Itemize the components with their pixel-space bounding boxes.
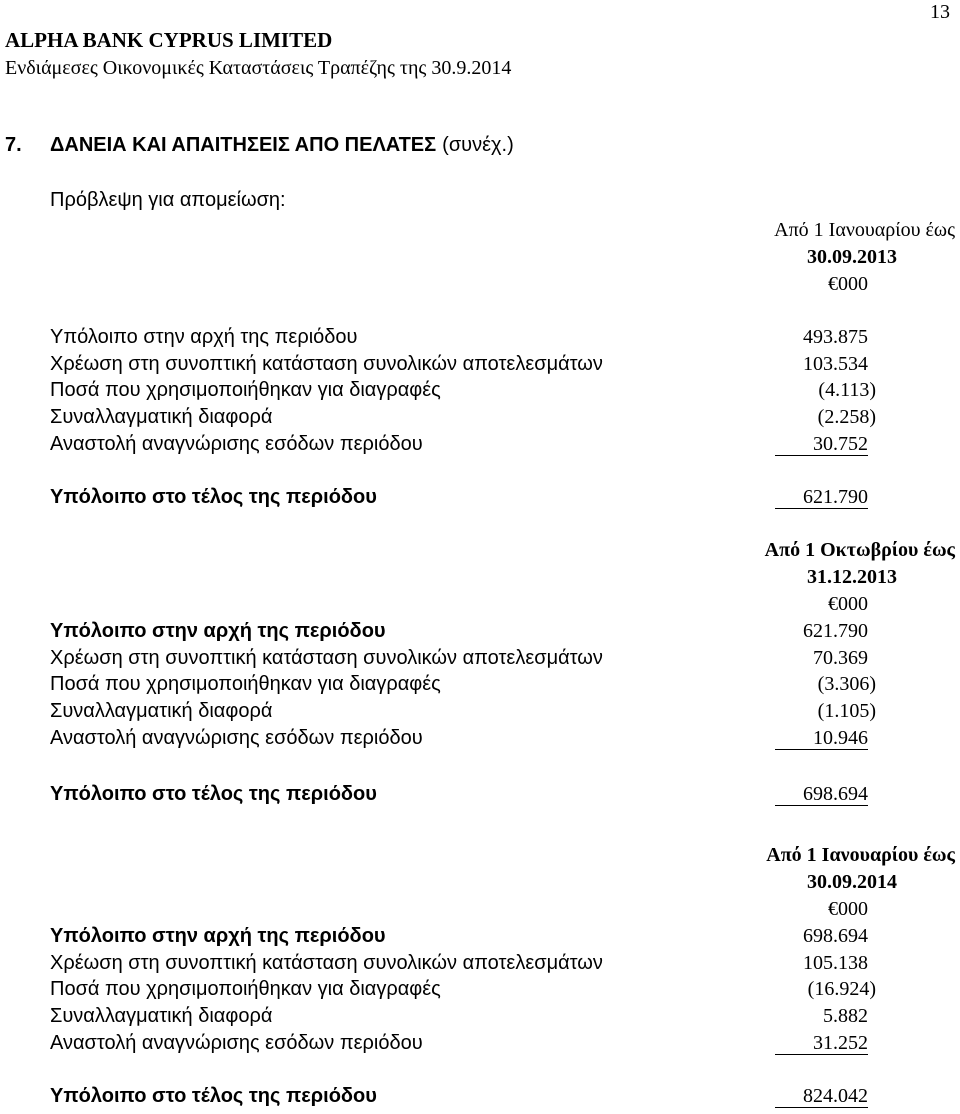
fx-difference-row <box>0 1003 960 1030</box>
row-label: Υπόλοιπο στο τέλος της περιόδου <box>50 783 377 806</box>
row-label: Ποσά που χρησιμοποιήθηκαν για διαγραφές <box>50 978 441 1001</box>
row-value-cell <box>775 1083 868 1110</box>
currency-unit: €000 <box>828 593 868 615</box>
fx-difference-row <box>0 404 960 431</box>
underlined-value: 31.252 <box>775 1033 868 1055</box>
period-to: 30.09.2014 <box>807 871 897 893</box>
row-label: Αναστολή αναγνώρισης εσόδων περιόδου <box>50 1031 423 1054</box>
spacer <box>0 1056 960 1083</box>
currency-unit: €000 <box>828 273 868 295</box>
row-value: 103.534 <box>803 352 868 375</box>
row-value: 621.790 <box>803 620 868 642</box>
row-value: (4.113) <box>818 379 876 402</box>
fx-difference-row <box>0 698 960 725</box>
period-section-jan-sep-2014 <box>0 842 960 1110</box>
row-value: 70.369 <box>813 646 868 669</box>
document-subtitle: Ενδιάμεσες Οικονομικές Καταστάσεις Τραπέζης της 30.9.2014 <box>5 57 512 79</box>
row-value-cell <box>775 484 868 511</box>
opening-balance-row <box>0 618 960 645</box>
row-value: (16.924) <box>807 978 876 1001</box>
row-label: Ποσά που χρησιμοποιήθηκαν για διαγραφές <box>50 673 441 696</box>
spacer <box>0 298 960 324</box>
note-number: 7. <box>5 134 22 156</box>
spacer <box>0 457 960 484</box>
underlined-value: 621.790 <box>775 487 868 509</box>
interest-suspension-row <box>0 1030 960 1057</box>
period-to: 30.09.2013 <box>807 246 897 268</box>
row-label: Υπόλοιπο στην αρχή της περιόδου <box>50 620 386 642</box>
row-label: Συναλλαγματική διαφορά <box>50 700 273 723</box>
period-from: Από 1 Ιανουαρίου έως <box>766 844 955 866</box>
note-title: ΔΑΝΕΙΑ ΚΑΙ ΑΠΑΙΤΗΣΕΙΣ ΑΠΟ ΠΕΛΑΤΕΣ <box>50 134 437 156</box>
row-value: (3.306) <box>817 673 876 696</box>
page-number: 13 <box>930 1 950 23</box>
row-label: Υπόλοιπο στην αρχή της περιόδου <box>50 326 358 348</box>
row-value: 493.875 <box>803 326 868 348</box>
row-value: 5.882 <box>823 1005 868 1028</box>
row-label: Χρέωση στη συνοπτική κατάσταση συνολικών αποτελεσμάτων <box>50 951 603 974</box>
currency-unit: €000 <box>828 898 868 920</box>
write-offs-row <box>0 671 960 698</box>
interest-suspension-row <box>0 725 960 752</box>
row-label: Υπόλοιπο στο τέλος της περιόδου <box>50 486 377 509</box>
row-label: Συναλλαγματική διαφορά <box>50 1005 273 1028</box>
row-label: Υπόλοιπο στο τέλος της περιόδου <box>50 1085 377 1108</box>
row-value: 105.138 <box>803 951 868 974</box>
note-heading <box>50 132 514 158</box>
closing-balance-row <box>0 781 960 808</box>
closing-balance-row <box>0 484 960 511</box>
row-value: (2.258) <box>817 406 876 429</box>
write-offs-row <box>0 976 960 1003</box>
row-label: Ποσά που χρησιμοποιήθηκαν για διαγραφές <box>50 379 441 402</box>
income-statement-charge-row <box>0 950 960 977</box>
row-label: Αναστολή αναγνώρισης εσόδων περιόδου <box>50 432 423 455</box>
interest-suspension-row <box>0 431 960 458</box>
underlined-value: 698.694 <box>775 784 868 806</box>
row-label: Χρέωση στη συνοπτική κατάσταση συνολικών αποτελεσμάτων <box>50 352 603 375</box>
closing-balance-row <box>0 1083 960 1110</box>
row-label: Υπόλοιπο στην αρχή της περιόδου <box>50 925 386 947</box>
write-offs-row <box>0 377 960 404</box>
row-label: Χρέωση στη συνοπτική κατάσταση συνολικών αποτελεσμάτων <box>50 646 603 669</box>
company-name: ALPHA BANK CYPRUS LIMITED <box>5 28 333 52</box>
row-value-cell <box>775 781 868 808</box>
period-section-oct-dec-2013 <box>0 537 960 808</box>
underlined-value: 824.042 <box>775 1086 868 1108</box>
period-section-jan-sep-2013 <box>0 217 960 511</box>
row-value: 698.694 <box>803 925 868 947</box>
spacer <box>0 751 960 781</box>
row-value-cell <box>775 1030 868 1057</box>
row-value: (1.105) <box>817 700 876 723</box>
row-label: Αναστολή αναγνώρισης εσόδων περιόδου <box>50 726 423 749</box>
opening-balance-row <box>0 324 960 351</box>
row-value-cell <box>775 431 868 458</box>
period-from: Από 1 Οκτωβρίου έως <box>764 539 955 561</box>
row-label: Συναλλαγματική διαφορά <box>50 406 273 429</box>
income-statement-charge-row <box>0 645 960 672</box>
period-to: 31.12.2013 <box>807 566 897 588</box>
row-value-cell <box>775 725 868 752</box>
income-statement-charge-row <box>0 351 960 378</box>
underlined-value: 30.752 <box>775 434 868 456</box>
underlined-value: 10.946 <box>775 728 868 750</box>
note-continued: (συνέχ.) <box>442 134 514 156</box>
impairment-subheading: Πρόβλεψη για απομείωση: <box>50 189 286 211</box>
opening-balance-row <box>0 923 960 950</box>
period-from: Από 1 Ιανουαρίου έως <box>774 219 955 241</box>
